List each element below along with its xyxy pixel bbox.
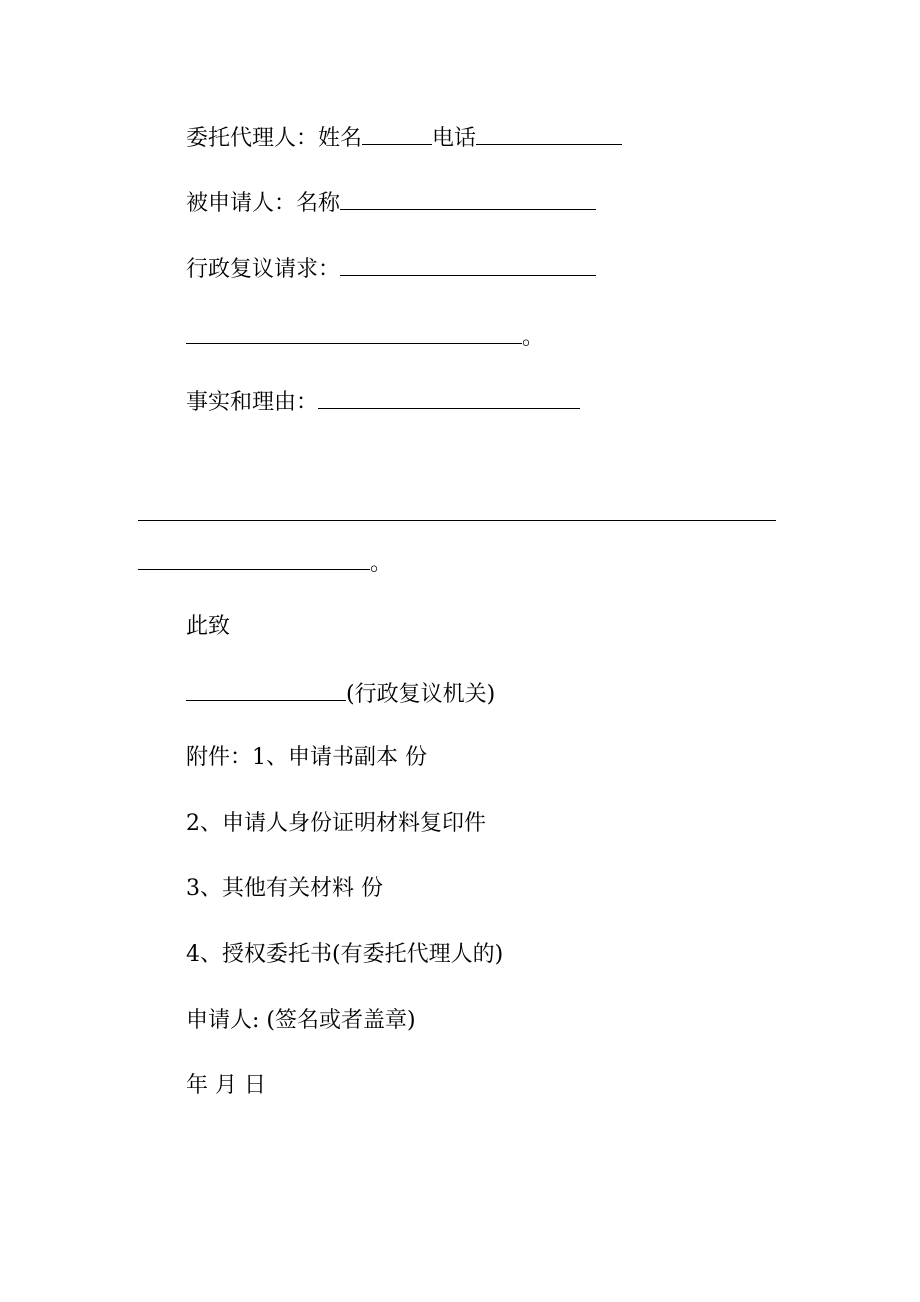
agent-phone-blank[interactable] xyxy=(476,122,622,145)
respondent-name-blank[interactable] xyxy=(340,187,596,210)
agent-line xyxy=(186,122,622,152)
request-label: 行政复议请求： xyxy=(186,257,341,282)
agent-label: 委托代理人：姓名 xyxy=(186,126,363,151)
respondent-label: 被申请人：名称 xyxy=(186,191,341,216)
authority-suffix: (行政复议机关) xyxy=(346,682,496,707)
salutation: 此致 xyxy=(186,614,231,639)
agent-phone-label: 电话 xyxy=(432,126,477,151)
period-mark: 。 xyxy=(522,325,545,350)
request-line xyxy=(186,253,596,283)
authority-blank[interactable] xyxy=(186,678,346,701)
facts-continuation-blank-1[interactable] xyxy=(138,498,776,521)
attachment-item-1: 附件：1、申请书副本 份 xyxy=(186,745,427,770)
attachment-item-3: 3、其他有关材料 份 xyxy=(186,876,383,901)
request-continuation-blank[interactable] xyxy=(186,321,522,344)
date-line: 年 月 日 xyxy=(186,1073,266,1098)
facts-line xyxy=(186,386,580,416)
request-continuation-line xyxy=(186,321,544,351)
facts-continuation-blank-2[interactable] xyxy=(138,547,370,570)
facts-continuation-line-1 xyxy=(138,498,776,528)
request-blank[interactable] xyxy=(340,253,596,276)
attachment-item-4: 4、授权委托书(有委托代理人的) xyxy=(186,942,504,967)
authority-line xyxy=(186,678,495,708)
facts-label: 事实和理由： xyxy=(186,390,319,415)
facts-blank[interactable] xyxy=(318,386,580,409)
facts-continuation-line-2 xyxy=(138,547,392,577)
applicant-signature: 申请人: (签名或者盖章) xyxy=(186,1008,416,1033)
attachment-item-2: 2、申请人身份证明材料复印件 xyxy=(186,811,486,836)
agent-name-blank[interactable] xyxy=(362,122,432,145)
respondent-line xyxy=(186,187,596,217)
period-mark: 。 xyxy=(370,551,393,576)
